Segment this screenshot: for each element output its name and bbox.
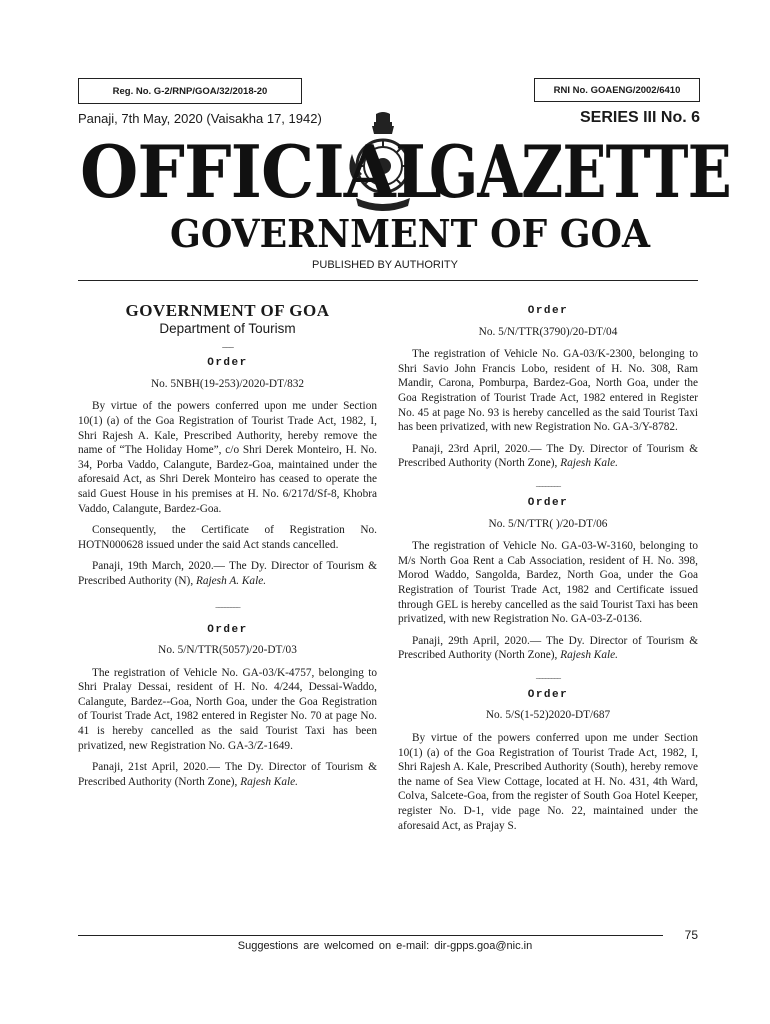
order-paragraph: Consequently, the Certificate of Registration No. HOTN000628 issued under the said Act stands cancelled. xyxy=(78,524,377,551)
signature-text: Panaji, 23rd April, 2020.— The Dy. Director of Tourism & Prescribed Authority (North Zone), xyxy=(398,442,698,470)
order-separator: ________ xyxy=(215,599,240,609)
order-reference: No. 5/S(1-52)2020-DT/687 xyxy=(485,709,611,722)
order-reference: No. 5/N/TTR( )/20-DT/06 xyxy=(488,517,608,530)
order-heading: Order xyxy=(527,496,569,509)
header-rule xyxy=(78,280,698,281)
left-column xyxy=(78,301,377,796)
order-heading: Order xyxy=(207,357,248,370)
masthead-gazette: GAZETTE xyxy=(429,129,731,214)
order-paragraph: The registration of Vehicle No. GA-03-W-3160, belonging to M/s North Goa Rent a Cab Association, resident of H. No. 398, Morod Waddo, Sangolda, Bardez, North Goa, under the Goa Registration of Tourist Trade Act, 1982 and Certificate issued through GEL is hereby cancelled as the said Tourist Taxi has been privatized, with new Registration No. GA-03-Z-0136. xyxy=(398,540,698,626)
order-paragraph: The registration of Vehicle No. GA-03/K-4757, belonging to Shri Pralay Dessai, resident of H. No. 4/244, Dessai-Waddo, Calangute, Bardez--Goa, North Goa, under the Goa Registration of Tourist Trade Act, 1982 entered in Register No. 70 at page No. 41 is hereby cancelled as the said Tourist Taxi has been privatized, new Registration No. GA-3/Z-1649. xyxy=(78,666,377,752)
order-heading: Order xyxy=(527,305,569,317)
rni-number: RNI No. GOAENG/2002/6410 xyxy=(553,84,681,96)
order-signature xyxy=(398,442,698,471)
registration-number-box xyxy=(78,78,302,104)
order-signature xyxy=(398,634,698,663)
order-paragraph: The registration of Vehicle No. GA-03/K-2300, belonging to Shri Savio John Francis Lobo, resident of H. No. 308, Ram Mandir, Carona, Pomburpa, Bardez-Goa, North Goa, under the Goa Registration of Tourist Trade Act, 1982 entered in Register No. 45 at page No. 93 is hereby cancelled as the said Tourist Taxi has been privatized, with new Registration No. GA-3/Y-8782. xyxy=(398,348,698,434)
order-heading: Order xyxy=(207,623,248,636)
department-name: Department of Tourism xyxy=(159,320,296,336)
signature-text: Panaji, 29th April, 2020.— The Dy. Director of Tourism & Prescribed Authority (North Zone), xyxy=(398,634,698,662)
suggestions-email-line: Suggestions are welcomed on e-mail: dir-gpps.goa@nic.in xyxy=(237,940,533,952)
signatory-name: Rajesh A. Kale. xyxy=(195,574,267,587)
order-signature xyxy=(78,760,377,789)
order-reference: No. 5/N/TTR(3790)/20-DT/04 xyxy=(478,325,618,338)
issue-date-line: Panaji, 7th May, 2020 (Vaisakha 17, 1942) xyxy=(78,111,322,126)
order-signature xyxy=(78,559,377,588)
signature-text: Panaji, 21st April, 2020.— The Dy. Director of Tourism & Prescribed Authority (North Zone), xyxy=(78,761,377,788)
department-rule: ___ xyxy=(222,339,233,350)
order-reference: No. 5NBH(19-253)/2020-DT/832 xyxy=(150,377,305,390)
published-by-authority: PUBLISHED BY AUTHORITY xyxy=(312,259,458,271)
series-number: SERIES III No. 6 xyxy=(579,109,700,126)
order-separator: ________ xyxy=(536,670,560,680)
order-reference: No. 5/N/TTR(5057)/20-DT/03 xyxy=(158,644,297,657)
registration-number: Reg. No. G-2/RNP/GOA/32/2018-20 xyxy=(112,85,268,97)
signature-text: Panaji, 19th March, 2020.— The Dy. Director of Tourism & Prescribed Authority (N), xyxy=(78,560,377,587)
government-heading: GOVERNMENT OF GOA xyxy=(125,301,330,320)
right-column xyxy=(398,304,698,840)
order-paragraph: By virtue of the powers conferred upon me under Section 10(1) (a) of the Goa Registration of Tourist Trade Act, 1982, I, Shri Rajesh A. Kale, Prescribed Authority, hereby remove the name of “The Holiday Home”, c/o Shri Derek Monteiro, H. No. 34, Porba Vaddo, Calangute, Bardez-Goa, maintained under the aforesaid Act, as Shri Derek Monteiro has ceased to operate the said Guest House in his premises at H. No. 6/217d/Sf-8, Khobra Vaddo, Calangute, Bardez-Goa. xyxy=(78,400,377,515)
masthead-official: OFFICIAL xyxy=(80,129,441,214)
order-heading: Order xyxy=(527,688,569,701)
page-number: 75 xyxy=(684,928,698,942)
order-separator: ________ xyxy=(536,478,560,488)
order-paragraph: By virtue of the powers conferred upon me under Section 10(1) (a) of the Goa Registration of Tourist Trade Act, 1982, I, Shri Rajesh A. Kale, Prescribed Authority (South), hereby remove the name of Sea View Cottage, located at H. No. 431, 4th Ward, Colva, Salcete-Goa, from the register of South Goa Hotel Keeper, register No. D-1, vide page No. 22, maintained under the aforesaid Act, as Prajay S. xyxy=(398,732,698,832)
footer-rule xyxy=(78,935,663,936)
signatory-name: Rajesh Kale. xyxy=(560,457,618,470)
signatory-name: Rajesh Kale. xyxy=(240,775,298,788)
rni-number-box xyxy=(534,78,700,102)
signatory-name: Rajesh Kale. xyxy=(560,649,618,662)
masthead-government-of-goa: GOVERNMENT OF GOA xyxy=(170,211,651,256)
